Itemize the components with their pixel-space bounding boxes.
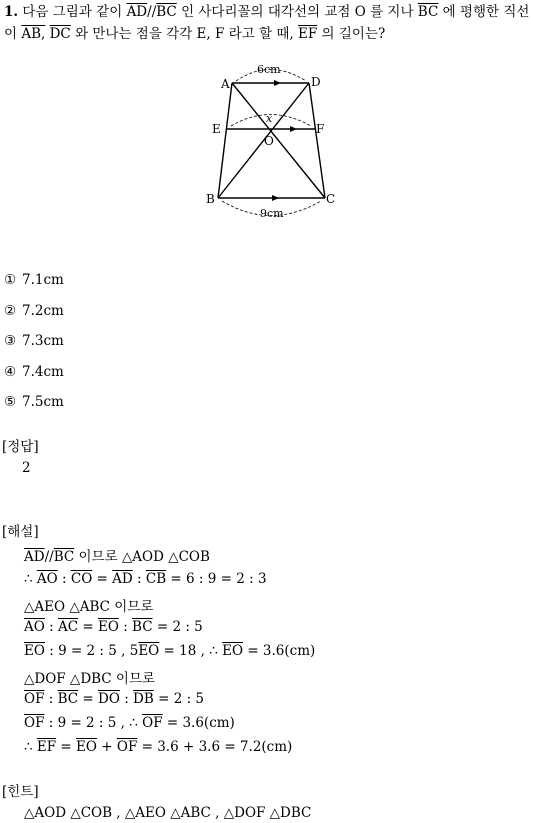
segment-ef: $\overline{EF}$ bbox=[36, 739, 57, 755]
option-1[interactable] bbox=[4, 272, 64, 288]
label-e: E bbox=[212, 122, 221, 136]
hint-heading: [힌트] bbox=[2, 784, 39, 800]
label-x: x bbox=[266, 112, 273, 125]
segment-of: $\overline{OF}$ bbox=[116, 739, 138, 755]
solution-text: = bbox=[78, 619, 98, 635]
option-text: 7.5cm bbox=[22, 394, 64, 410]
segment-eo: $\overline{EO}$ bbox=[222, 643, 244, 659]
solution-text: + bbox=[96, 739, 117, 755]
solution-text: = 2 : 5 bbox=[153, 691, 204, 707]
question-part: 의 길이는? bbox=[321, 26, 386, 42]
segment-eo: $\overline{EO}$ bbox=[24, 643, 45, 659]
solution-text: = 3.6(cm) bbox=[243, 643, 316, 659]
segment-bc: $\overline{BC}$ bbox=[53, 549, 75, 565]
segment-bc: $\overline{BC}$ bbox=[57, 691, 79, 707]
solution-line-6: △DOF △DBC 이므로 bbox=[24, 671, 156, 687]
solution-text: : 9 = 2 : 5 , 5 bbox=[44, 643, 139, 659]
solution-line-5 bbox=[24, 643, 315, 659]
option-3[interactable] bbox=[4, 333, 64, 349]
segment-ao: $\overline{AO}$ bbox=[36, 571, 58, 587]
arrow-ad bbox=[274, 80, 281, 86]
parallel-symbol: // bbox=[147, 4, 157, 20]
arrow-ef bbox=[290, 126, 297, 132]
option-mark: ④ bbox=[4, 364, 17, 380]
solution-text: = bbox=[92, 571, 113, 587]
segment-eo: $\overline{EO}$ bbox=[76, 739, 97, 755]
solution-text: : bbox=[44, 619, 58, 635]
label-c: C bbox=[326, 192, 336, 206]
segment-bc: $\overline{BC}$ bbox=[417, 4, 439, 20]
segment-eo: $\overline{EO}$ bbox=[138, 643, 160, 659]
option-4[interactable] bbox=[4, 364, 64, 380]
option-mark: ③ bbox=[4, 333, 17, 349]
label-d: D bbox=[311, 75, 321, 89]
segment-co: $\overline{CO}$ bbox=[70, 571, 93, 587]
option-text: 7.2cm bbox=[22, 303, 64, 319]
solution-text: : bbox=[57, 571, 71, 587]
solution-heading: [해설] bbox=[2, 524, 39, 540]
label-o: O bbox=[264, 134, 274, 148]
segment-ad: $\overline{AD}$ bbox=[126, 4, 148, 20]
solution-text: = 3.6(cm) bbox=[162, 715, 235, 731]
question-part: 인 사다리꼴의 대각선의 교점 O 를 지나 bbox=[181, 4, 414, 20]
label-b: B bbox=[206, 192, 215, 206]
segment-db: $\overline{DB}$ bbox=[133, 691, 154, 707]
solution-line-7 bbox=[24, 691, 204, 707]
solution-text: : bbox=[119, 691, 134, 707]
option-text: 7.1cm bbox=[22, 272, 64, 288]
question-part: 와 만나는 점을 각각 E, F 라고 할 때, bbox=[75, 26, 294, 42]
segment-ao: $\overline{AO}$ bbox=[24, 619, 45, 635]
segment-bc: $\overline{BC}$ bbox=[156, 4, 177, 20]
side-ab bbox=[218, 83, 232, 198]
solution-text: 이므로 △AOD △COB bbox=[74, 549, 210, 565]
label-a: A bbox=[221, 77, 230, 91]
solution-text: = bbox=[78, 691, 98, 707]
segment-dc: $\overline{DC}$ bbox=[49, 26, 71, 42]
segment-of: $\overline{OF}$ bbox=[24, 715, 45, 731]
solution-text: : bbox=[44, 691, 58, 707]
solution-text: = 6 : 9 = 2 : 3 bbox=[166, 571, 267, 587]
solution-text: : bbox=[118, 619, 133, 635]
option-mark: ⑤ bbox=[4, 394, 17, 410]
solution-line-3: △AEO △ABC 이므로 bbox=[24, 599, 154, 615]
segment-ef: $\overline{EF}$ bbox=[298, 26, 318, 42]
question-number: 1. bbox=[4, 4, 19, 20]
parallel-symbol: // bbox=[44, 549, 54, 565]
option-text: 7.3cm bbox=[22, 333, 64, 349]
segment-bc: $\overline{BC}$ bbox=[132, 619, 153, 635]
option-text: 7.4cm bbox=[22, 364, 64, 380]
trapezoid-figure bbox=[196, 58, 346, 223]
segment-ad: $\overline{AD}$ bbox=[112, 571, 133, 587]
therefore-symbol: ∴ bbox=[24, 739, 37, 755]
solution-text: = 3.6 + 3.6 = 7.2(cm) bbox=[137, 739, 293, 755]
segment-of: $\overline{OF}$ bbox=[24, 691, 45, 707]
option-mark: ② bbox=[4, 303, 17, 319]
solution-line-9 bbox=[24, 739, 292, 755]
segment-ad: $\overline{AD}$ bbox=[24, 549, 45, 565]
solution-text: = 2 : 5 bbox=[152, 619, 203, 635]
question-part: 에 bbox=[442, 4, 456, 20]
top-length: 6cm bbox=[257, 63, 281, 76]
segment-of: $\overline{OF}$ bbox=[142, 715, 163, 731]
solution-text: : 9 = 2 : 5 , ∴ bbox=[44, 715, 143, 731]
hint-text: △AOD △COB , △AEO △ABC , △DOF △DBC bbox=[24, 805, 312, 821]
therefore-symbol: ∴ bbox=[24, 571, 37, 587]
solution-line-8 bbox=[24, 715, 235, 731]
solution-line-2 bbox=[24, 571, 267, 587]
segment-ab: AB, bbox=[21, 26, 46, 42]
label-f: F bbox=[316, 122, 325, 136]
solution-text: = bbox=[56, 739, 77, 755]
question-part: 평행한 직선이 bbox=[4, 4, 530, 42]
segment-eo: $\overline{EO}$ bbox=[97, 619, 119, 635]
bottom-length: 9cm bbox=[260, 207, 284, 220]
question-text bbox=[4, 1, 530, 45]
option-5[interactable] bbox=[4, 394, 64, 410]
solution-line-4 bbox=[24, 619, 203, 635]
option-2[interactable] bbox=[4, 303, 64, 319]
solution-text: = 18 , ∴ bbox=[159, 643, 223, 659]
option-mark: ① bbox=[4, 272, 17, 288]
solution-text: : bbox=[132, 571, 146, 587]
segment-cb: $\overline{CB}$ bbox=[145, 571, 167, 587]
answer-value: 2 bbox=[22, 460, 31, 476]
solution-line-1 bbox=[24, 545, 210, 565]
segment-do: $\overline{DO}$ bbox=[98, 691, 120, 707]
question-part: 다음 그림과 같이 bbox=[22, 4, 123, 20]
answer-heading: [정답] bbox=[2, 439, 39, 455]
segment-ac: $\overline{AC}$ bbox=[57, 619, 79, 635]
arrow-bc bbox=[272, 195, 279, 201]
